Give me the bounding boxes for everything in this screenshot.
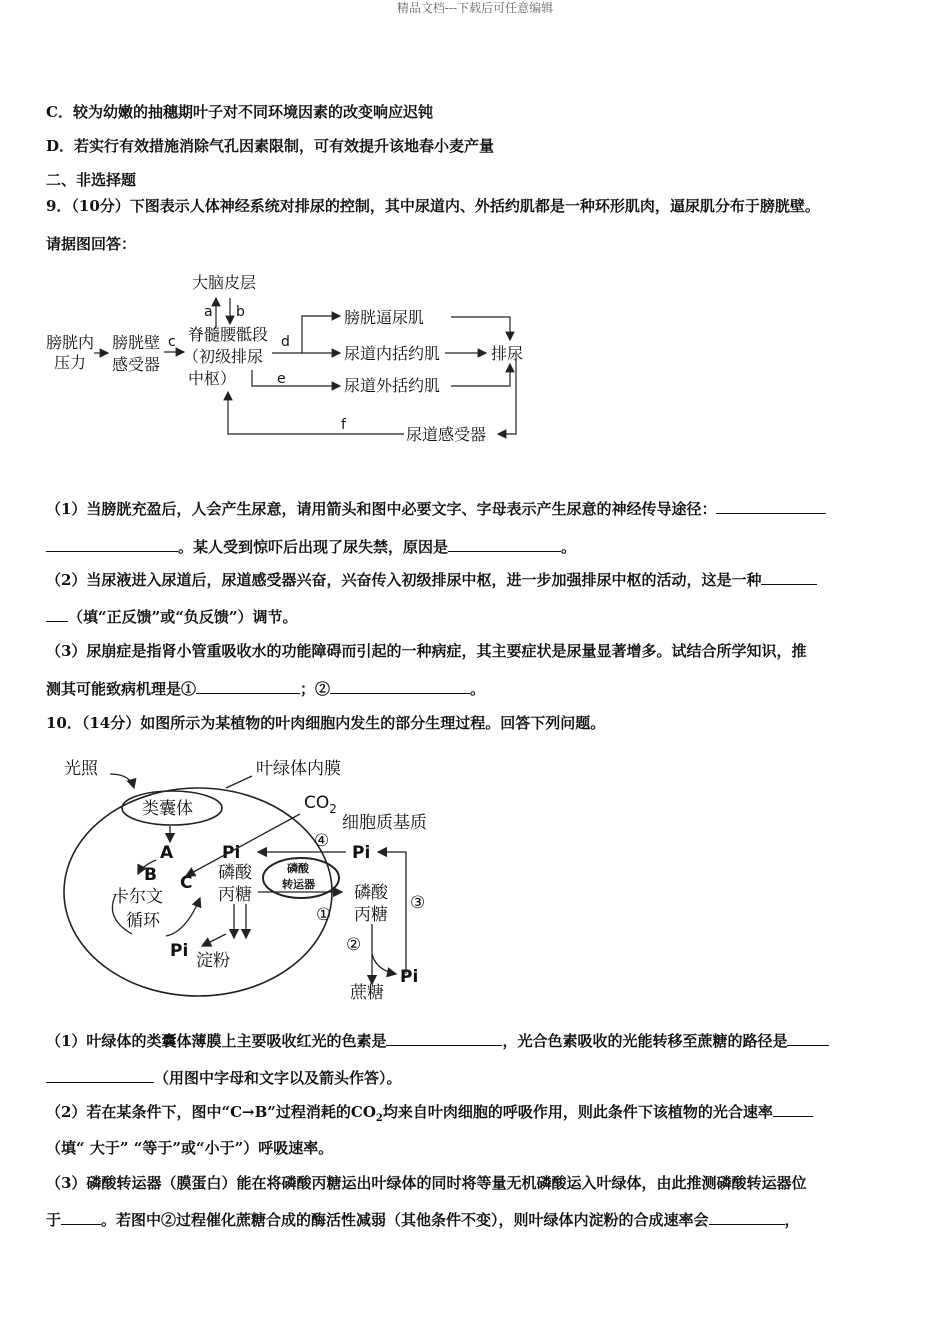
bladder-pressure-label-2: 压力: [54, 353, 87, 372]
q9-part1-line2: 。某人受到惊吓后出现了尿失禁，原因是 。: [46, 537, 576, 557]
step-4: ④: [314, 831, 330, 851]
starch-label: 淀粉: [196, 951, 230, 971]
watermark: 精品文档---下载后可任意编辑: [396, 1, 554, 15]
label-b: b: [236, 304, 245, 320]
bladder-receptor-label-2: 感受器: [112, 355, 161, 374]
cytoplasm-label: 细胞质基质: [342, 813, 427, 833]
calvin-label-2: 循环: [126, 911, 160, 931]
q10-part1-line1: （1）叶绿体的类囊体薄膜上主要吸收红光的色素是 ，光合色素吸收的光能转移至蔗糖的路径是: [46, 1031, 829, 1051]
sucrose-label: 蔗糖: [350, 983, 384, 1003]
q9-part2-line2: （填“正反馈”或“负反馈”）调节。: [46, 607, 298, 627]
light-label: 光照: [64, 759, 98, 779]
label-f: f: [341, 417, 346, 433]
label-a: a: [204, 304, 213, 320]
spinal-center-label-2: （初级排尿: [183, 347, 264, 366]
triose-phosphate-outer-1: 磷酸: [354, 883, 388, 903]
label-A: A: [160, 843, 174, 863]
inner-membrane-label: 叶绿体内膜: [256, 759, 341, 779]
urinate-label: 排尿: [491, 344, 524, 363]
brain-cortex-label: 大脑皮层: [192, 273, 257, 292]
thylakoid-label: 类囊体: [142, 799, 193, 819]
urination-control-diagram: [40, 262, 540, 452]
label-d: d: [281, 334, 290, 350]
step-3: ③: [410, 893, 426, 913]
q9-part1-line1: （1）当膀胱充盈后，人会产生尿意，请用箭头和图中必要文字、字母表示产生尿意的神经传导途径：: [46, 499, 826, 519]
q10-part2-line2: （填“ 大于” “等于”或“小于”）呼吸速率。: [46, 1139, 334, 1157]
bladder-receptor-label-1: 膀胱壁: [112, 333, 161, 352]
option-d: D．若实行有效措施消除气孔因素限制，可有效提升该地春小麦产量: [46, 137, 495, 155]
q10-part3-line2: 于 。若图中②过程催化蔗糖合成的酶活性减弱（其他条件不变），则叶绿体内淀粉的合成速率会 ，: [46, 1211, 800, 1229]
calvin-label-1: 卡尔文: [112, 887, 163, 907]
spinal-center-label-3: 中枢）: [188, 369, 237, 388]
spinal-center-label-1: 脊髓腰骶段: [188, 325, 269, 344]
question-10: 10．（14分）如图所示为某植物的叶肉细胞内发生的部分生理过程。回答下列问题。: [46, 714, 606, 732]
step-1: ①: [316, 905, 332, 925]
co2-label: $CO_2$: [304, 793, 337, 816]
q10-part2-line1: （2）若在某条件下，图中“C→B”过程消耗的$CO_2$均来自叶肉细胞的呼吸作用，则此条件下该植物的光合速率: [46, 1102, 813, 1129]
pi-inner-bottom: Pi: [170, 941, 189, 961]
transporter-label-1: 磷酸: [287, 862, 309, 875]
pi-outer: Pi: [352, 843, 371, 863]
q9-part3-line1: （3）尿崩症是指肾小管重吸收水的功能障碍而引起的一种病症，其主要症状是尿量显著增多。试结合所学知识，推: [46, 642, 807, 660]
step-2: ②: [346, 935, 362, 955]
q10-part1-line2: （用图中字母和文字以及箭头作答）。: [46, 1068, 402, 1088]
detrusor-label: 膀胱逼尿肌: [344, 308, 425, 327]
chloroplast-diagram: [46, 748, 466, 1008]
option-c: C．较为幼嫩的抽穗期叶子对不同环境因素的改变响应迟钝: [46, 103, 433, 121]
triose-phosphate-inner-2: 丙糖: [218, 885, 252, 905]
bladder-pressure-label-1: 膀胱内: [46, 333, 95, 352]
pi-inner-top: Pi: [222, 843, 241, 863]
question-9-prompt: 请据图回答：: [46, 235, 137, 253]
label-c: c: [168, 334, 176, 350]
q10-part3-line1: （3）磷酸转运器（膜蛋白）能在将磷酸丙糖运出叶绿体的同时将等量无机磷酸运入叶绿体，由此推测磷酸转运器位: [46, 1174, 807, 1192]
triose-phosphate-outer-2: 丙糖: [354, 905, 388, 925]
outer-sphincter-label: 尿道外括约肌: [344, 376, 441, 395]
label-C: C: [180, 873, 193, 893]
section-heading: 二、非选择题: [46, 171, 137, 189]
transporter-label-2: 转运器: [282, 878, 315, 891]
triose-phosphate-inner-1: 磷酸: [218, 863, 252, 883]
urethral-receptor-label: 尿道感受器: [406, 425, 487, 444]
question-9: 9．（10分）下图表示人体神经系统对排尿的控制，其中尿道内、外括约肌都是一种环形肌肉，逼尿肌分布于膀胱壁。: [46, 197, 820, 215]
pi-outer-bottom: Pi: [400, 967, 419, 987]
inner-sphincter-label: 尿道内括约肌: [344, 344, 441, 363]
q9-part2-line1: （2）当尿液进入尿道后，尿道感受器兴奋，兴奋传入初级排尿中枢，进一步加强排尿中枢的活动，这是一种: [46, 570, 817, 590]
label-e: e: [277, 371, 286, 387]
q9-part3-line2: 测其可能致病机理是① ；② 。: [46, 680, 486, 698]
label-B: B: [144, 865, 157, 885]
